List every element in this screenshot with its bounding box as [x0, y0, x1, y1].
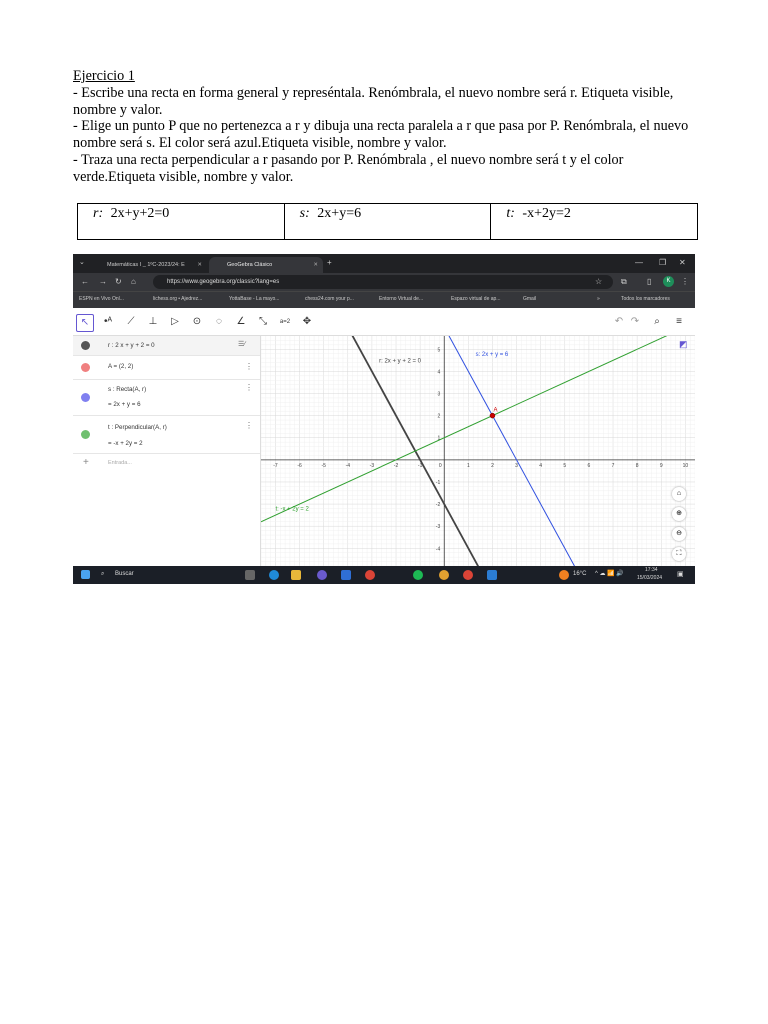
x-tick-label: -4 — [345, 462, 351, 469]
ellipse-tool-icon[interactable]: ◌ — [216, 316, 222, 327]
app-icon[interactable] — [317, 570, 327, 580]
new-tab-button[interactable]: + — [327, 258, 332, 267]
bookmark-item[interactable]: YottaBase - La mayo... — [229, 296, 280, 302]
zoom-in-icon[interactable]: ⊕ — [672, 507, 686, 521]
series-label: t: -x + 2y = 2 — [275, 506, 309, 513]
store-icon[interactable] — [341, 570, 351, 580]
y-tick-label: 3 — [437, 391, 441, 398]
x-tick-label: 1 — [466, 462, 470, 469]
y-tick-label: 1 — [437, 435, 441, 442]
fullscreen-icon[interactable]: ⛶ — [672, 547, 686, 561]
slider-tool-icon[interactable]: a=2 — [279, 319, 291, 325]
algebra-row-t[interactable] — [73, 415, 260, 454]
tab-search-icon[interactable]: ⌄ — [79, 259, 85, 266]
exercise-line: - Traza una recta perpendicular a r pasando por P. Renómbrala , el nuevo nombre será t y el color verde.Etiqueta visible, nombre y valor. — [73, 151, 624, 185]
input-bar[interactable]: Entrada... — [108, 460, 132, 466]
algebra-input-row[interactable] — [73, 453, 260, 475]
kebab-menu-icon[interactable]: ⋮ — [245, 362, 253, 371]
more-bookmarks-icon[interactable]: » — [597, 296, 600, 302]
exercise-line: - Elige un punto P que no pertenezca a r y dibuja una recta paralela a r que pasa por P. Renómbrala, el nuevo nombre será s. El color será azul.Etiqueta visible, nombre y valor. — [73, 118, 689, 152]
answer-table — [77, 203, 698, 240]
algebra-definition: s : Recta(A, r) — [108, 386, 147, 393]
menu-icon[interactable]: ⋮ — [681, 277, 689, 286]
x-tick-label: 3 — [515, 462, 518, 469]
tray-icons[interactable]: ^ ☁ 📶 🔊 — [595, 571, 624, 577]
y-tick-label: 2 — [437, 413, 441, 420]
chrome-icon[interactable] — [365, 570, 375, 580]
algebra-settings-icon[interactable]: ☰∕ — [238, 341, 246, 348]
x-tick-label: 8 — [635, 462, 639, 469]
x-tick-label: 0 — [438, 462, 442, 469]
restore-icon[interactable]: ❐ — [659, 258, 667, 267]
algebra-definition: A = (2, 2) — [108, 363, 134, 370]
y-tick-label: -4 — [435, 546, 441, 553]
chrome-active-icon[interactable] — [463, 570, 473, 580]
algebra-definition: r : 2 x + y + 2 = 0 — [108, 342, 155, 349]
bookmark-item[interactable]: Espazo virtual de ap... — [451, 296, 501, 302]
x-tick-label: 5 — [563, 462, 567, 469]
visibility-toggle[interactable] — [81, 363, 90, 372]
back-icon[interactable]: ← — [81, 277, 89, 286]
line-equation: 2x+y=6 — [317, 206, 362, 221]
edge-icon[interactable] — [269, 570, 279, 580]
line-name: r: — [93, 206, 104, 221]
y-tick-label: 5 — [437, 347, 441, 354]
kebab-menu-icon[interactable]: ⋮ — [245, 421, 253, 430]
address-bar-row — [73, 273, 695, 291]
move-tool-icon[interactable]: ↖ — [76, 314, 94, 332]
series-label: r: 2x + y + 2 = 0 — [379, 358, 422, 365]
close-icon[interactable]: ✕ — [197, 262, 202, 268]
clock-date[interactable]: 15/03/2024 — [637, 575, 663, 581]
all-bookmarks[interactable]: Todos los marcadores — [621, 296, 670, 302]
perpendicular-tool-icon[interactable]: ⊥ — [148, 316, 158, 327]
spotify-icon[interactable] — [413, 570, 423, 580]
bookmark-item[interactable]: lichess.org • Ajedrez... — [153, 296, 203, 302]
bookmark-item[interactable]: Entorno Virtual de... — [379, 296, 424, 302]
answer-cell-s — [285, 204, 492, 239]
line-name: s: — [299, 206, 310, 221]
x-tick-label: -3 — [369, 462, 375, 469]
line-tool-icon[interactable]: ⟋ — [127, 316, 135, 327]
extensions-icon[interactable]: ⧉ — [621, 277, 627, 286]
x-tick-label: 2 — [491, 462, 494, 469]
minimize-icon[interactable]: — — [635, 258, 643, 267]
star-icon[interactable]: ☆ — [595, 277, 603, 286]
line-name: t: — [506, 206, 515, 221]
bookmark-item[interactable]: chess24.com your p... — [305, 296, 354, 302]
y-tick-label: -3 — [435, 524, 441, 531]
exercise-text — [73, 68, 697, 186]
answer-cell-t — [491, 204, 697, 239]
word-icon[interactable] — [487, 570, 497, 580]
tab-geogebra[interactable] — [209, 257, 323, 273]
visibility-toggle[interactable] — [81, 430, 90, 439]
add-icon: + — [83, 457, 89, 468]
taskbar-search[interactable]: Buscar — [115, 571, 134, 577]
circle-tool-icon[interactable]: ⊙ — [192, 316, 202, 327]
visibility-toggle[interactable] — [81, 393, 90, 402]
x-tick-label: -6 — [297, 462, 302, 469]
zoom-out-icon[interactable]: ⊖ — [672, 527, 686, 541]
x-tick-label: -1 — [417, 462, 423, 469]
url-field[interactable]: https://www.geogebra.org/classic?lang=es — [153, 275, 613, 289]
notifications-icon[interactable]: ▣ — [677, 571, 684, 578]
line-equation: -x+2y=2 — [522, 206, 571, 221]
polygon-tool-icon[interactable]: ▷ — [171, 316, 179, 327]
redo-icon[interactable]: ↷ — [630, 316, 640, 327]
chrome-icon[interactable] — [439, 570, 449, 580]
point-tool-icon[interactable]: •ᴬ — [103, 316, 113, 327]
point-A — [490, 413, 495, 418]
line-equation: 2x+y+2=0 — [110, 206, 170, 221]
home-view-icon[interactable]: ⌂ — [672, 487, 686, 501]
bookmarks-bar — [73, 291, 695, 308]
temperature: 16°C — [573, 571, 587, 577]
windows-taskbar — [73, 566, 695, 584]
x-tick-label: 9 — [659, 462, 663, 469]
weather-icon — [559, 570, 569, 580]
y-tick-label: 4 — [437, 369, 441, 376]
algebra-value: = -x + 2y = 2 — [108, 440, 143, 447]
algebra-definition: t : Perpendicular(A, r) — [108, 424, 167, 431]
forward-icon[interactable]: → — [99, 277, 107, 286]
clock-time[interactable]: 17:34 — [645, 567, 658, 573]
x-tick-label: 7 — [611, 462, 615, 469]
x-tick-label: 10 — [682, 462, 689, 469]
x-tick-label: -7 — [273, 462, 278, 469]
task-view-icon[interactable] — [245, 570, 255, 580]
tab-label: Matemáticas I _ 1ºC-2023/24: E — [107, 262, 185, 268]
x-tick-label: 6 — [587, 462, 591, 469]
browser-tab-bar — [73, 254, 695, 273]
point-label: A — [493, 407, 498, 414]
search-icon[interactable]: ⌕ — [654, 316, 660, 327]
exercise-line: - Escribe una recta en forma general y represéntala. Renómbrala, el nuevo nombre será r. Etiqueta visible, nombre y valor. — [73, 84, 674, 118]
search-icon[interactable]: ⌕ — [101, 571, 105, 577]
profile-avatar[interactable]: K — [663, 276, 674, 287]
bookmark-item[interactable]: ESPN en Vivo Onl... — [79, 296, 124, 302]
series-label: s: 2x + y = 6 — [475, 351, 509, 358]
geogebra-toolbar — [73, 308, 695, 336]
screenshot — [73, 254, 695, 584]
close-icon[interactable]: ✕ — [313, 262, 318, 268]
sidepanel-icon[interactable]: ▯ — [647, 277, 652, 286]
angle-tool-icon[interactable]: ∠ — [236, 316, 246, 327]
exercise-title: Ejercicio 1 — [73, 68, 135, 84]
algebra-value: = 2x + y = 6 — [108, 401, 141, 408]
undo-icon[interactable]: ↶ — [614, 316, 624, 327]
style-bar-icon[interactable]: ◩ — [679, 339, 688, 349]
x-tick-label: -2 — [393, 462, 399, 469]
windows-start-icon[interactable] — [81, 570, 90, 579]
visibility-toggle[interactable] — [81, 341, 90, 350]
bookmark-item[interactable]: Gmail — [523, 296, 537, 302]
close-window-icon[interactable]: ✕ — [679, 258, 686, 267]
algebra-view — [73, 336, 261, 566]
graphics-view[interactable] — [261, 336, 695, 566]
answer-cell-r — [78, 204, 285, 239]
reflect-tool-icon[interactable]: ⤡ — [259, 316, 267, 327]
algebra-row-s[interactable] — [73, 379, 260, 416]
y-tick-label: -2 — [435, 502, 441, 509]
kebab-menu-icon[interactable]: ⋮ — [245, 383, 253, 392]
home-icon[interactable]: ⌂ — [131, 277, 136, 286]
algebra-row-A[interactable] — [73, 355, 260, 380]
move-view-tool-icon[interactable]: ✥ — [302, 316, 312, 327]
tab-label: GeoGebra Clásico — [227, 262, 273, 268]
reload-icon[interactable]: ↻ — [115, 277, 122, 286]
x-tick-label: -5 — [321, 462, 326, 469]
algebra-row-r[interactable] — [73, 336, 260, 356]
coordinate-plane[interactable] — [261, 336, 695, 566]
file-explorer-icon[interactable] — [291, 570, 301, 580]
tab-moodle[interactable] — [89, 257, 207, 273]
y-tick-label: -1 — [435, 479, 441, 486]
hamburger-menu-icon[interactable]: ≡ — [676, 316, 682, 327]
x-tick-label: 4 — [539, 462, 543, 469]
